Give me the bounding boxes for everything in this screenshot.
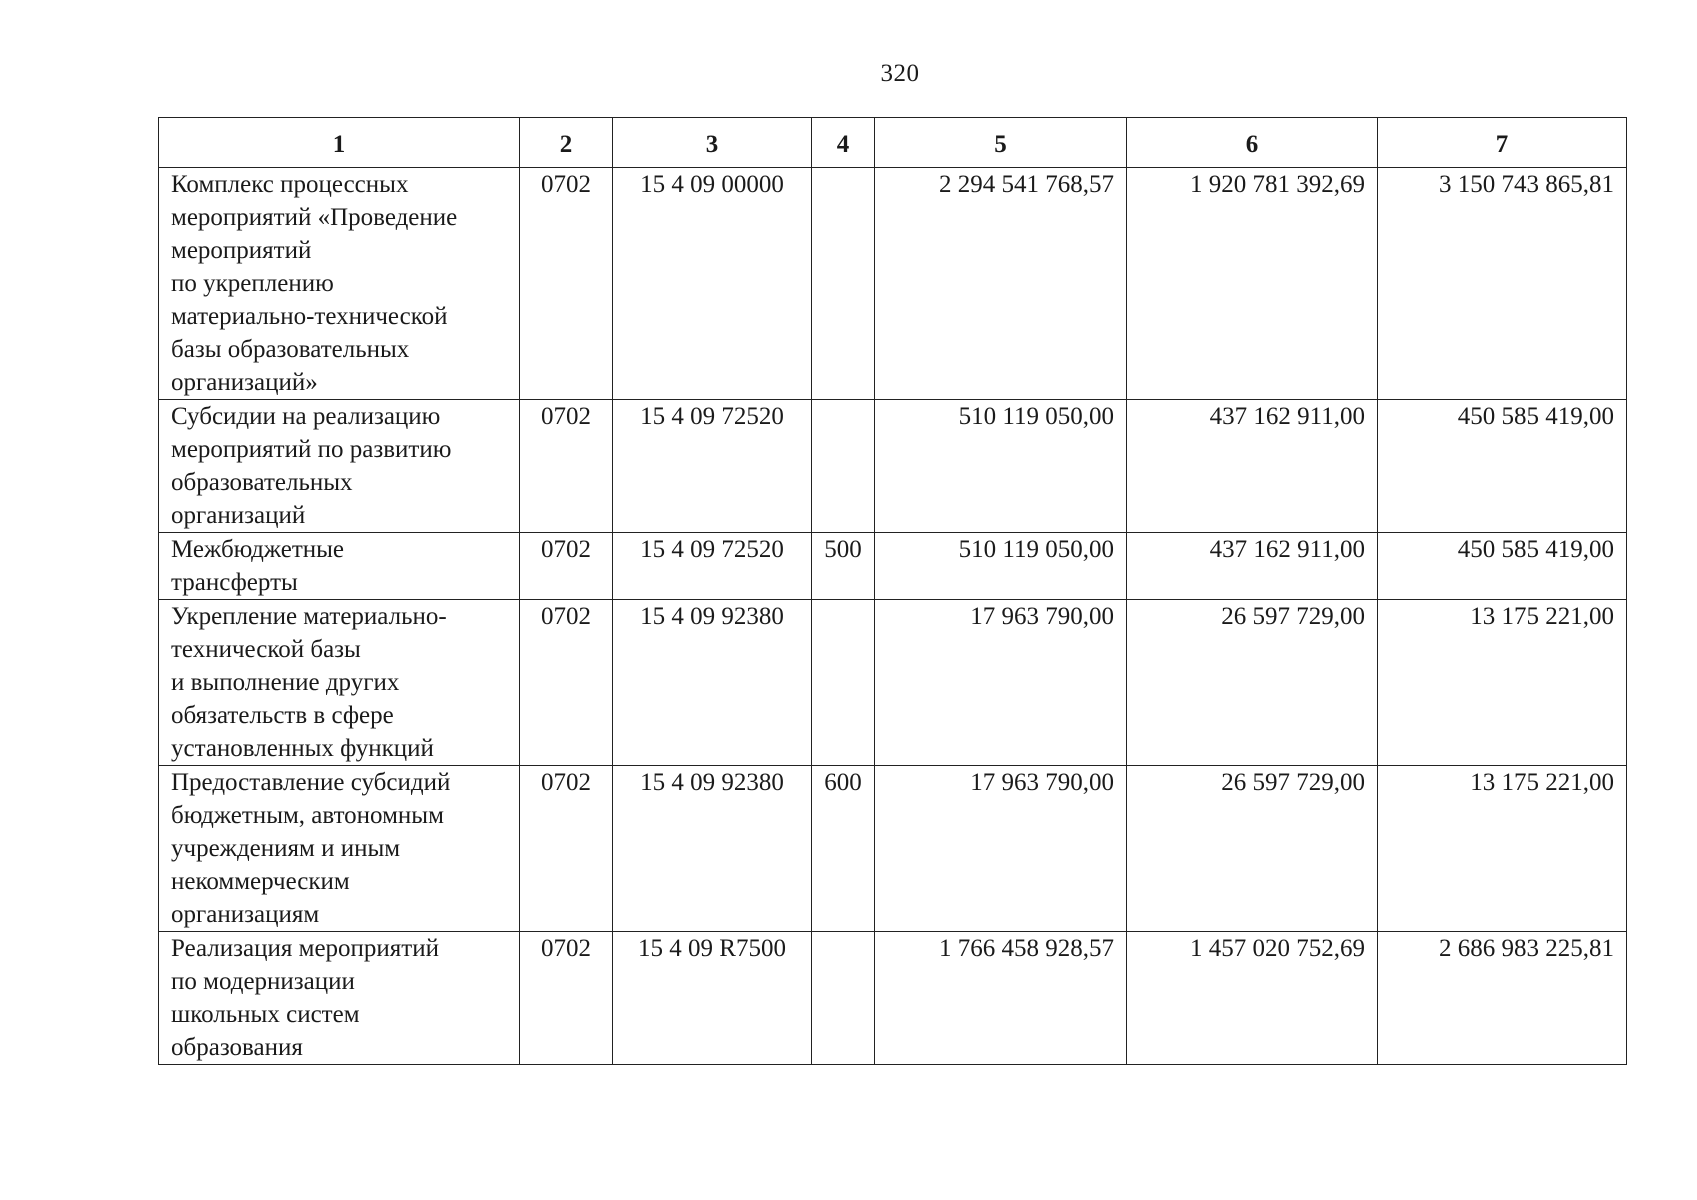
amount-cell: 13 175 221,00 xyxy=(1378,600,1627,766)
amount-cell: 450 585 419,00 xyxy=(1378,533,1627,600)
item-name-line: мероприятий по развитию xyxy=(171,436,452,463)
column-header: 3 xyxy=(613,118,812,168)
item-name-line: базы образовательных xyxy=(171,336,410,363)
column-header: 4 xyxy=(812,118,875,168)
item-name-cell xyxy=(159,766,520,932)
table-row xyxy=(159,400,1627,533)
column-header: 6 xyxy=(1127,118,1378,168)
amount-cell: 2 686 983 225,81 xyxy=(1378,932,1627,1065)
item-name-line: Межбюджетные xyxy=(171,536,345,563)
item-name-line: обязательств в сфере xyxy=(171,702,394,729)
expense-type-cell xyxy=(812,600,875,766)
target-article-cell: 15 4 09 R7500 xyxy=(613,932,812,1065)
target-article-cell: 15 4 09 72520 xyxy=(613,400,812,533)
column-header: 1 xyxy=(159,118,520,168)
item-name-line: материально-технической xyxy=(171,303,448,330)
item-name-cell xyxy=(159,400,520,533)
column-header: 5 xyxy=(875,118,1127,168)
item-name-line: установленных функций xyxy=(171,735,434,762)
section-code-cell: 0702 xyxy=(520,400,613,533)
table-row xyxy=(159,932,1627,1065)
amount-cell: 1 457 020 752,69 xyxy=(1127,932,1378,1065)
item-name-cell xyxy=(159,600,520,766)
amount-cell: 13 175 221,00 xyxy=(1378,766,1627,932)
table-row xyxy=(159,766,1627,932)
amount-cell: 1 766 458 928,57 xyxy=(875,932,1127,1065)
amount-cell: 17 963 790,00 xyxy=(875,600,1127,766)
amount-cell: 437 162 911,00 xyxy=(1127,400,1378,533)
amount-cell: 26 597 729,00 xyxy=(1127,600,1378,766)
target-article-cell: 15 4 09 92380 xyxy=(613,766,812,932)
item-name-line: бюджетным, автономным xyxy=(171,802,444,829)
section-code-cell: 0702 xyxy=(520,168,613,400)
table-header-row xyxy=(159,118,1627,168)
item-name-line: организациям xyxy=(171,901,320,928)
section-code-cell: 0702 xyxy=(520,600,613,766)
item-name-line: по модернизации xyxy=(171,968,355,995)
column-header: 2 xyxy=(520,118,613,168)
item-name-line: образовательных xyxy=(171,469,353,496)
amount-cell: 26 597 729,00 xyxy=(1127,766,1378,932)
item-name-line: некоммерческим xyxy=(171,868,350,895)
item-name-line: мероприятий «Проведение xyxy=(171,204,458,231)
item-name-line: и выполнение других xyxy=(171,669,400,696)
item-name-line: трансферты xyxy=(171,569,298,596)
item-name-line: Комплекс процессных xyxy=(171,171,409,198)
expense-type-cell: 500 xyxy=(812,533,875,600)
expense-type-cell: 600 xyxy=(812,766,875,932)
item-name-line: мероприятий xyxy=(171,237,312,264)
item-name-line: организаций» xyxy=(171,369,318,396)
amount-cell: 437 162 911,00 xyxy=(1127,533,1378,600)
table-row xyxy=(159,533,1627,600)
amount-cell: 2 294 541 768,57 xyxy=(875,168,1127,400)
expense-type-cell xyxy=(812,400,875,533)
table-row xyxy=(159,168,1627,400)
section-code-cell: 0702 xyxy=(520,766,613,932)
item-name-cell xyxy=(159,533,520,600)
column-header: 7 xyxy=(1378,118,1627,168)
budget-table xyxy=(158,117,1627,1065)
table-row xyxy=(159,600,1627,766)
expense-type-cell xyxy=(812,932,875,1065)
item-name-line: технической базы xyxy=(171,636,361,663)
amount-cell: 510 119 050,00 xyxy=(875,533,1127,600)
amount-cell: 510 119 050,00 xyxy=(875,400,1127,533)
target-article-cell: 15 4 09 72520 xyxy=(613,533,812,600)
section-code-cell: 0702 xyxy=(520,533,613,600)
item-name-cell xyxy=(159,932,520,1065)
item-name-line: учреждениям и иным xyxy=(171,835,401,862)
expense-type-cell xyxy=(812,168,875,400)
item-name-line: школьных систем xyxy=(171,1001,360,1028)
item-name-line: Субсидии на реализацию xyxy=(171,403,441,430)
amount-cell: 3 150 743 865,81 xyxy=(1378,168,1627,400)
item-name-cell xyxy=(159,168,520,400)
item-name-line: Предоставление субсидий xyxy=(171,769,451,796)
target-article-cell: 15 4 09 00000 xyxy=(613,168,812,400)
target-article-cell: 15 4 09 92380 xyxy=(613,600,812,766)
amount-cell: 1 920 781 392,69 xyxy=(1127,168,1378,400)
item-name-line: Укрепление материально- xyxy=(171,603,447,630)
item-name-line: организаций xyxy=(171,502,306,529)
amount-cell: 450 585 419,00 xyxy=(1378,400,1627,533)
item-name-line: Реализация мероприятий xyxy=(171,935,439,962)
item-name-line: по укреплению xyxy=(171,270,334,297)
amount-cell: 17 963 790,00 xyxy=(875,766,1127,932)
page-number: 320 xyxy=(880,60,920,87)
section-code-cell: 0702 xyxy=(520,932,613,1065)
item-name-line: образования xyxy=(171,1034,303,1061)
